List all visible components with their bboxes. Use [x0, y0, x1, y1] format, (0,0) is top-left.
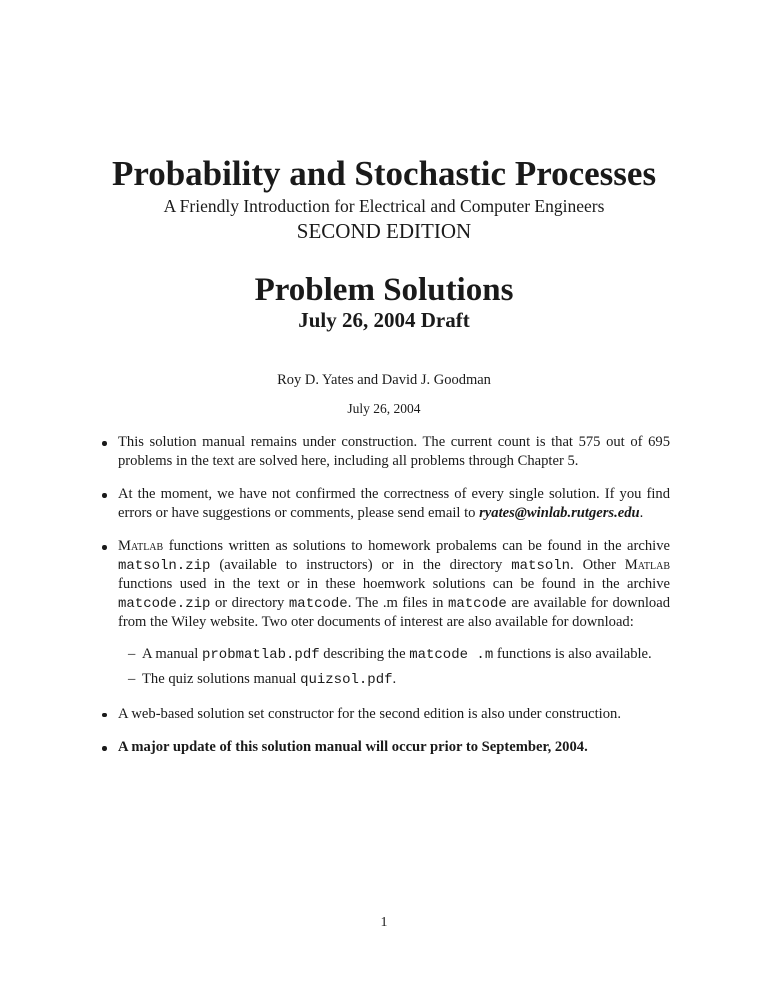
text-segment: Matlab [624, 556, 670, 573]
list-item [118, 705, 670, 724]
code-filename: quizsol.pdf [300, 672, 393, 688]
list-item [118, 537, 670, 690]
text-segment: The quiz solutions manual [142, 671, 301, 687]
text-segment: A web-based solution set constructor for the second edition is also under construction. [118, 705, 621, 722]
code-filename: probmatlab.pdf [202, 646, 320, 663]
text-segment: A major update of this solution manual will occur prior to September, 2004. [118, 739, 588, 755]
document-title: Problem Solutions [254, 272, 514, 308]
text-segment: . [392, 671, 397, 687]
code-filename: matsoln [511, 557, 571, 574]
list-item [118, 485, 670, 522]
sub-list [118, 645, 670, 690]
text-segment: functions used in the text or in these hoemwork solutions can be found in the archive [118, 576, 670, 592]
book-title: Probability and Stochastic Processes [111, 154, 657, 193]
text-segment: . The .m files in [347, 594, 448, 611]
text-segment: or directory [210, 594, 289, 611]
text-segment: are available for download from the Wiley website. Two oter documents of interest are also available for download: [118, 594, 671, 630]
text-segment: . [639, 504, 644, 521]
text-segment: . Other [570, 556, 625, 573]
code-filename: matcode .m [409, 646, 494, 663]
edition-label: SECOND EDITION [296, 219, 472, 243]
text-segment: (available to instructors) or in the directory [210, 556, 512, 573]
page-number: 1 [380, 915, 388, 930]
text-segment: describing the [319, 645, 410, 662]
code-filename: matsoln.zip [118, 557, 211, 574]
document-date: July 26, 2004 [347, 401, 421, 416]
book-subtitle: A Friendly Introduction for Electrical and Computer Engineers [163, 196, 605, 216]
code-filename: matcode [447, 595, 507, 612]
text-segment: functions written as solutions to homework probalems can be found in the archive [163, 538, 670, 554]
notes-list [118, 433, 670, 772]
text-segment: At the moment, we have not confirmed the correctness of every single solution. If you find errors or have suggestions or comments, please send email to [118, 486, 670, 521]
email-link[interactable]: ryates@winlab.rutgers.edu [479, 504, 640, 521]
text-segment: This solution manual remains under construction. The current count is that 575 out of 695 problems in the text are solved here, including all problems through Chapter 5. [118, 434, 670, 469]
list-item [118, 738, 670, 757]
code-filename: matcode [288, 595, 348, 612]
text-segment: functions is also available. [493, 645, 652, 662]
sub-list-item [142, 645, 670, 665]
code-filename: matcode.zip [118, 595, 211, 612]
list-item [118, 433, 670, 470]
draft-label: July 26, 2004 Draft [298, 308, 470, 332]
text-segment: A manual [142, 645, 202, 662]
sub-list-item [142, 670, 670, 690]
authors: Roy D. Yates and David J. Goodman [277, 372, 491, 388]
text-segment: Matlab [118, 538, 164, 554]
